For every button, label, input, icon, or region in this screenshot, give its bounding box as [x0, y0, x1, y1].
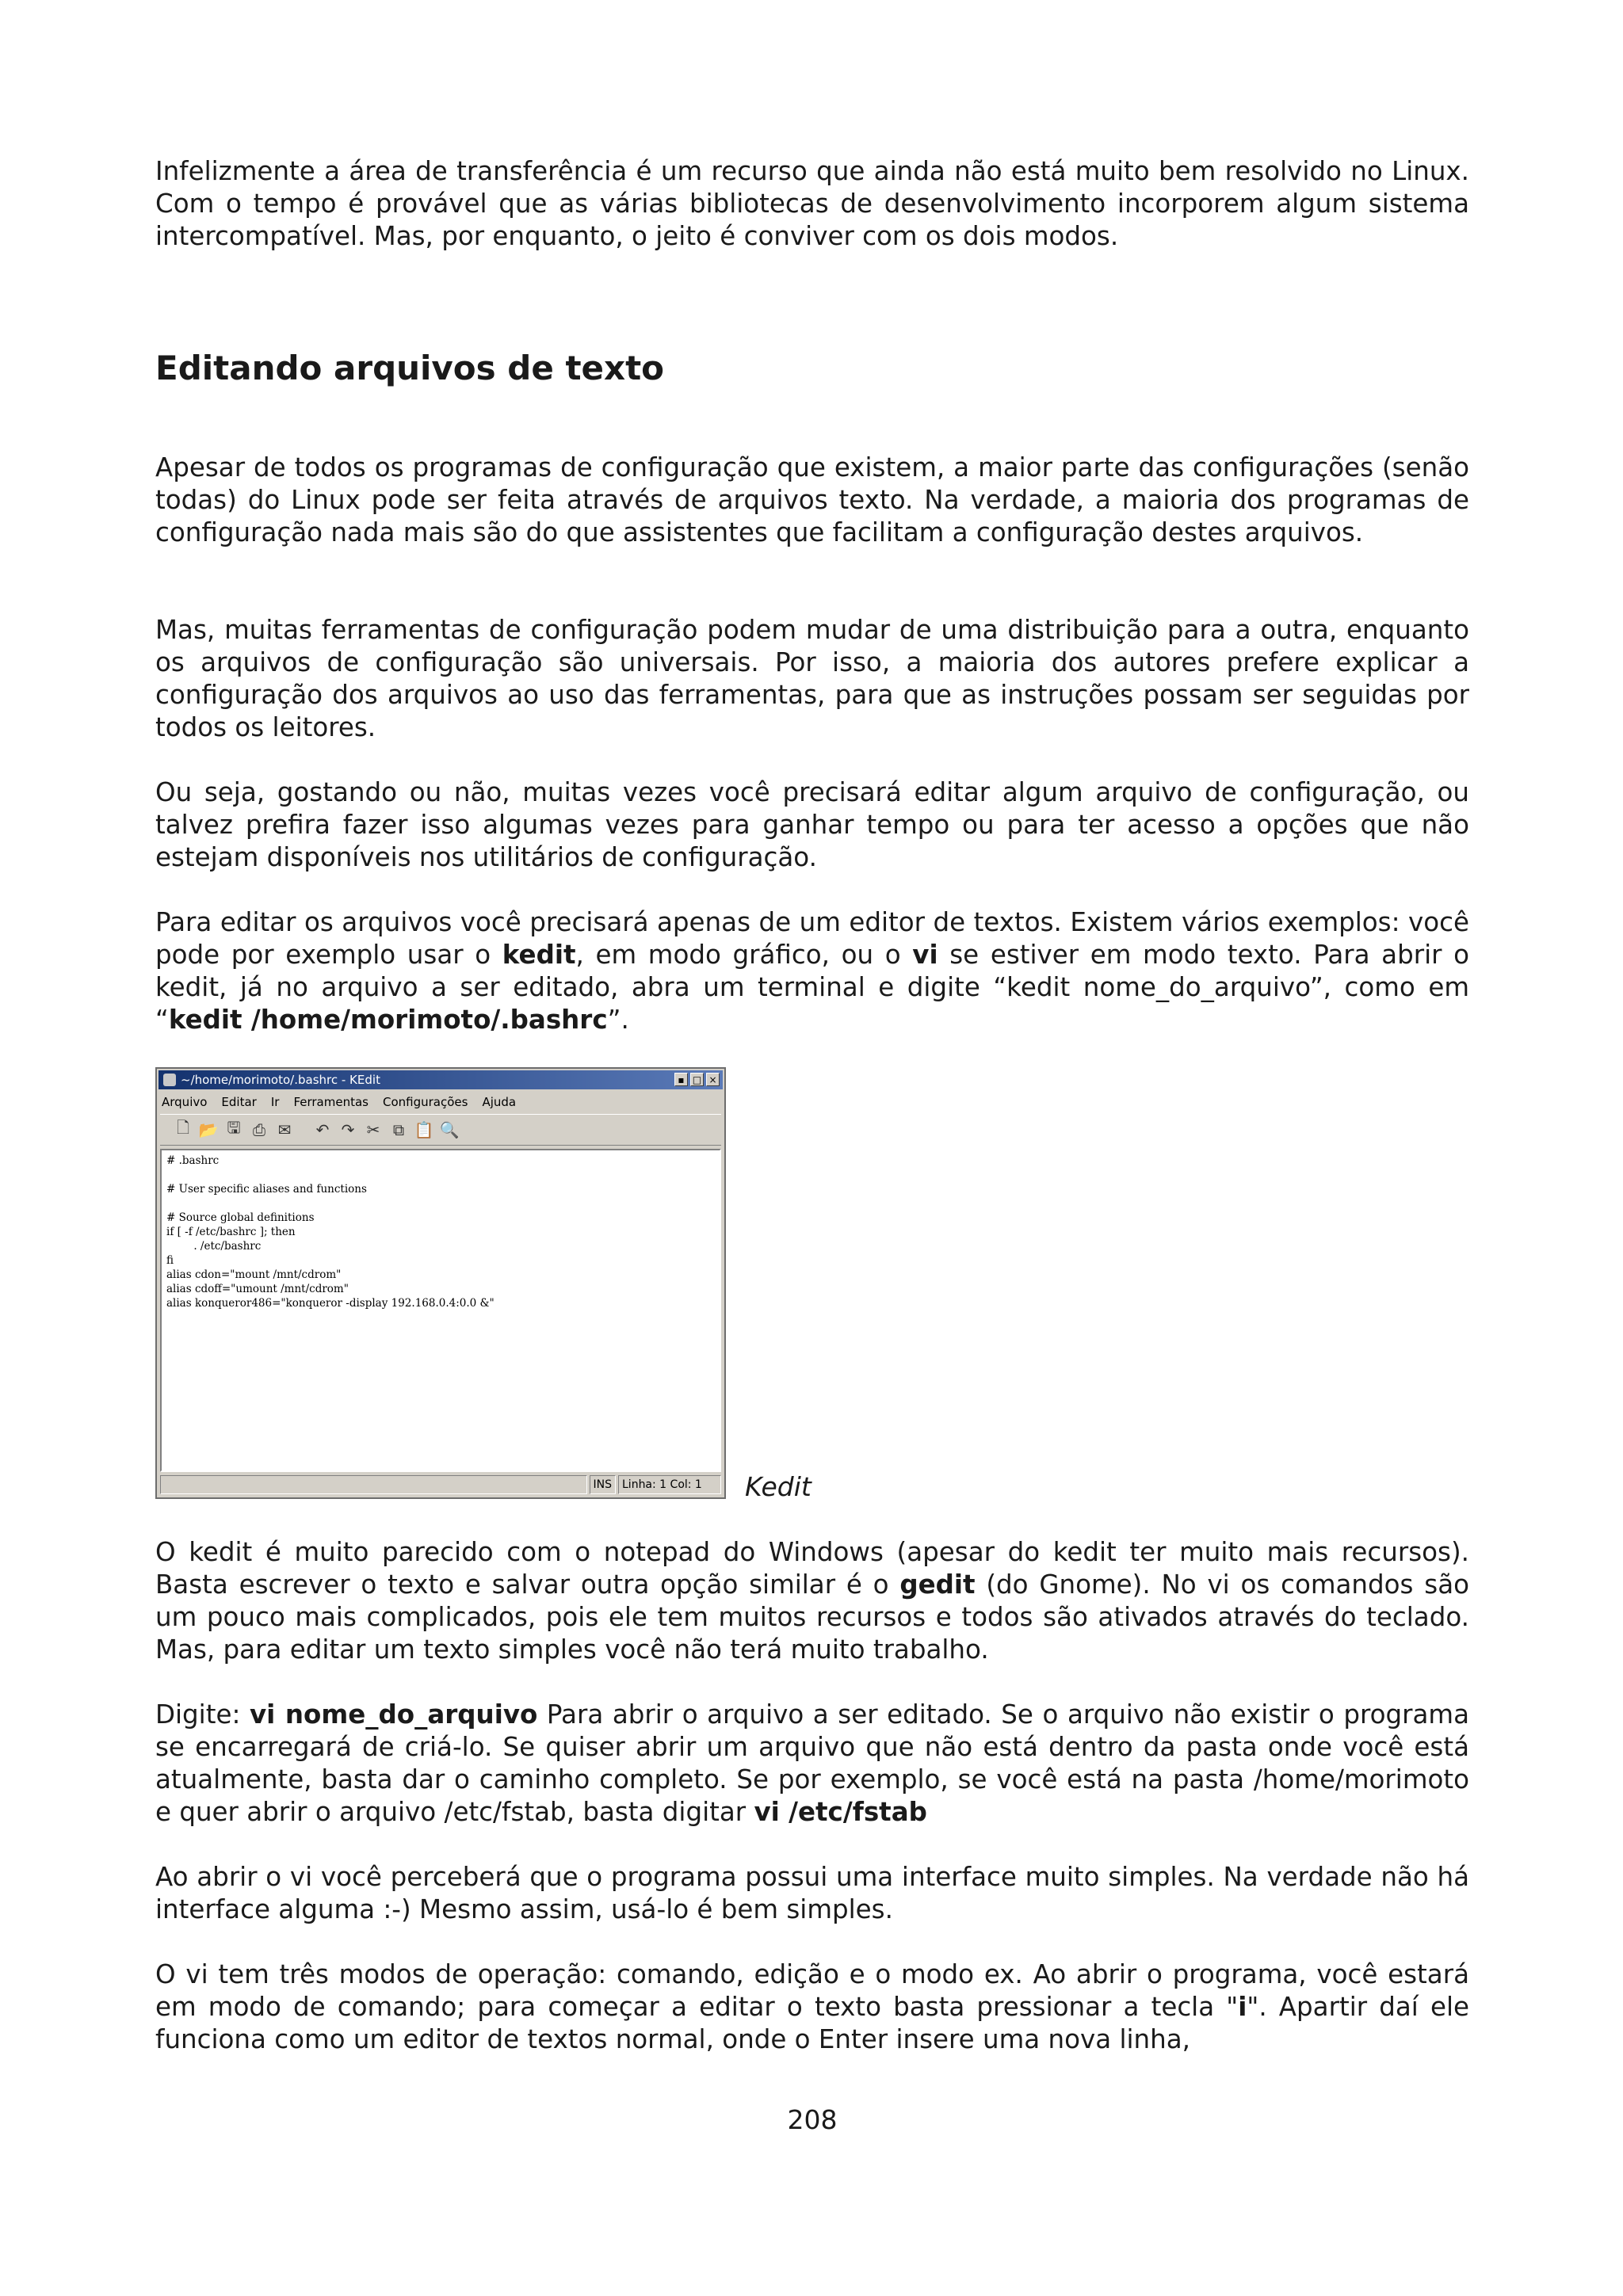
status-mode: INS: [590, 1475, 617, 1494]
open-folder-icon: 📂: [198, 1120, 219, 1139]
window-titlebar: [158, 1070, 723, 1089]
save-icon: 🖫: [227, 1118, 241, 1137]
print-icon: ⎙: [253, 1120, 265, 1139]
kedit-screenshot: [155, 1067, 726, 1499]
maximize-icon: □: [690, 1073, 704, 1086]
paste-icon: 📋: [414, 1120, 434, 1139]
figure-caption: Kedit: [745, 1471, 812, 1502]
status-bar: [160, 1475, 721, 1494]
menu-bar: [160, 1093, 517, 1112]
menu-ajuda: Ajuda: [482, 1095, 517, 1109]
paragraph-7: Ao abrir o vi você perceberá que o programa possui uma interface muito simples. Na verdade não há interface alguma :-) Mesmo assim, usá-lo é bem simples.: [155, 1862, 1469, 1924]
paragraph-1: Apesar de todos os programas de configuração que existem, a maior parte das configurações (senão todas) do Linux pode ser feita através de arquivos texto. Na verdade, a maioria dos programas de configuração nada mais são do que assistentes que facilitam a configuração destes arquivos.: [155, 452, 1469, 547]
menu-editar: Editar: [221, 1095, 257, 1109]
status-position: Linha: 1 Col: 1: [618, 1475, 721, 1494]
paragraph-8: O vi tem três modos de operação: comando, edição e o modo ex. Ao abrir o programa, você estará em modo de comando; para começar a editar o texto basta pressionar a tecla "i". Apartir daí ele funciona como um editor de textos normal, onde o Enter insere uma nova linha,: [155, 1959, 1469, 2054]
section-heading: Editando arquivos de texto: [155, 349, 665, 387]
paragraph-6: Digite: vi nome_do_arquivo Para abrir o arquivo a ser editado. Se o arquivo não existir o programa se encarregará de criá-lo. Se quiser abrir um arquivo que não está dentro da pasta onde você está atualmente, basta dar o caminho completo. Se por exemplo, se você está na pasta /home/morimoto e quer abrir o arquivo /etc/fstab, basta digitar vi /etc/fstab: [155, 1699, 1469, 1827]
editor-area: [160, 1149, 721, 1472]
page-number: 208: [787, 2104, 838, 2135]
close-icon: ×: [706, 1073, 720, 1086]
toolbar: [160, 1114, 721, 1146]
paragraph-5: O kedit é muito parecido com o notepad do Windows (apesar do kedit ter muito mais recursos). Basta escrever o texto e salvar outra opção similar é o gedit (do Gnome). No vi os comandos são um pouco mais complicados, pois ele tem muitos recursos e todos são ativados através do teclado. Mas, para editar um texto simples você não terá muito trabalho.: [155, 1537, 1469, 1665]
editor-content: # .bashrc # User specific aliases and functions # Source global definitions if [ -f /etc/bashrc ]; then . /etc/bashrc fi alias cdon="mount /mnt/cdrom" alias cdoff="umount /mnt/cdrom" alias konqueror486="konqueror -display 192.168.0.4:0.0 &": [166, 1154, 495, 1310]
copy-icon: ⧉: [392, 1120, 405, 1139]
find-icon: 🔍: [439, 1120, 460, 1139]
new-file-icon: 🗋: [176, 1118, 190, 1137]
menu-arquivo: Arquivo: [162, 1095, 208, 1109]
menu-configuracoes: Configurações: [382, 1095, 468, 1109]
paragraph-3: Ou seja, gostando ou não, muitas vezes você precisará editar algum arquivo de configuração, ou talvez prefira fazer isso algumas vezes para ganhar tempo ou para ter acesso a opções que não estejam disponíveis nos utilitários de configuração.: [155, 777, 1469, 872]
minimize-icon: ▪: [674, 1073, 688, 1086]
paragraph-2: Mas, muitas ferramentas de configuração podem mudar de uma distribuição para a outra, enquanto os arquivos de configuração são universais. Por isso, a maioria dos autores prefere explicar a configuração dos arquivos ao uso das ferramentas, para que as instruções possam ser seguidas por todos os leitores.: [155, 615, 1469, 742]
redo-icon: ↷: [341, 1120, 355, 1139]
cut-icon: ✂: [366, 1120, 380, 1139]
app-icon: [163, 1074, 176, 1086]
menu-ir: Ir: [270, 1095, 280, 1109]
paragraph-4: Para editar os arquivos você precisará apenas de um editor de textos. Existem vários exemplos: você pode por exemplo usar o kedit, em modo gráfico, ou o vi se estiver em modo texto. Para abrir o kedit, já no arquivo a ser editado, abra um terminal e digite “kedit nome_do_arquivo”, como em “kedit /home/morimoto/.bashrc”.: [155, 907, 1469, 1035]
menu-ferramentas: Ferramentas: [293, 1095, 369, 1109]
intro-paragraph: Infelizmente a área de transferência é um recurso que ainda não está muito bem resolvido no Linux. Com o tempo é provável que as várias bibliotecas de desenvolvimento incorporem algum sistema intercompatível. Mas, por enquanto, o jeito é conviver com os dois modos.: [155, 156, 1469, 251]
window-title: ~/home/morimoto/.bashrc - KEdit: [181, 1073, 380, 1087]
undo-icon: ↶: [315, 1120, 330, 1139]
mail-icon: ✉: [277, 1120, 292, 1139]
